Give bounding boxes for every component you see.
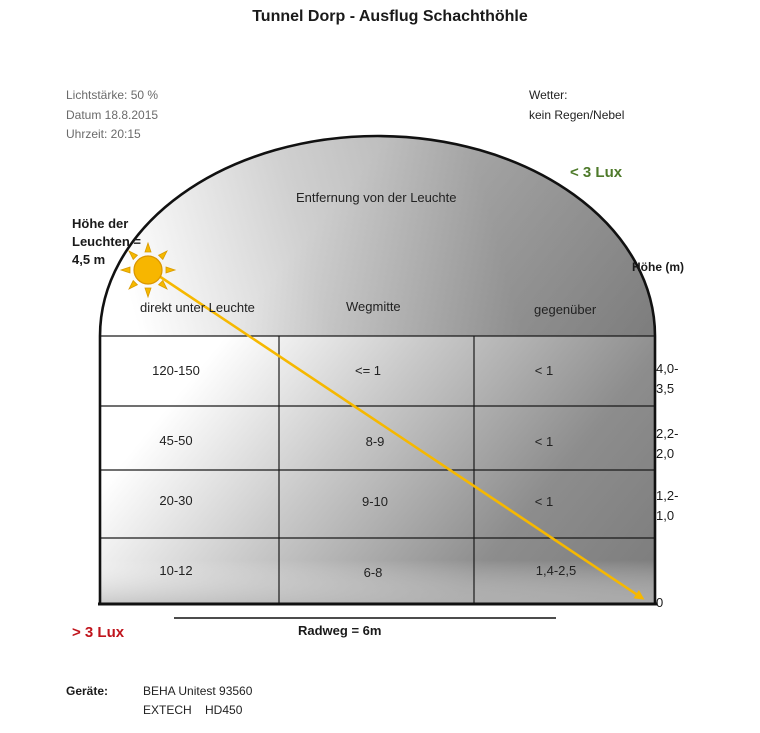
page-title: Tunnel Dorp - Ausflug Schachthöhle — [252, 8, 528, 25]
column-header-middle: Wegmitte — [346, 299, 401, 314]
table-cell: 45-50 — [159, 433, 193, 448]
light-intensity: Lichtstärke: 50 % — [66, 88, 159, 102]
table-cell: 9-10 — [361, 494, 389, 509]
height-label: 2,2- — [656, 426, 679, 441]
weather-value: kein Regen/Nebel — [529, 108, 625, 122]
table-cell: 10-12 — [159, 563, 193, 578]
time: Uhrzeit: 20:15 — [66, 127, 141, 141]
table-cell: < 1 — [534, 434, 554, 449]
date: Datum 18.8.2015 — [66, 108, 159, 122]
table-cell: < 1 — [534, 363, 554, 378]
table-cell: 20-30 — [159, 493, 193, 508]
lamp-height-label: Höhe der Leuchten = 4,5 m — [72, 216, 141, 267]
height-label: 3,5 — [656, 381, 675, 396]
height-label: 4,0- — [656, 361, 679, 376]
devices-label: Geräte: — [66, 684, 109, 698]
lux-high-label: > 3 Lux — [72, 624, 125, 641]
table-cell: < 1 — [534, 494, 554, 509]
device-item: BEHA Unitest 93560 — [143, 684, 253, 698]
table-cell: 120-150 — [152, 363, 200, 378]
height-label: 2,0 — [656, 446, 675, 461]
lux-low-label: < 3 Lux — [570, 164, 623, 181]
column-header-opposite: gegenüber — [534, 302, 597, 317]
height-label: 1,2- — [656, 488, 679, 503]
column-header-under-lamp: direkt unter Leuchte — [140, 300, 255, 315]
table-cell: 8-9 — [365, 434, 385, 449]
path-width-label: Radweg = 6m — [298, 623, 382, 638]
table-cell: 1,4-2,5 — [535, 563, 577, 578]
device-item: EXTECH HD450 — [143, 703, 243, 717]
height-label: 1,0 — [656, 508, 675, 523]
distance-title: Entfernung von der Leuchte — [296, 190, 457, 205]
weather-label: Wetter: — [529, 88, 568, 102]
height-axis-title: Höhe (m) — [632, 260, 684, 274]
table-cell: <= 1 — [354, 363, 382, 378]
table-cell: 6-8 — [363, 565, 383, 580]
height-label-ground: 0 — [656, 595, 664, 610]
